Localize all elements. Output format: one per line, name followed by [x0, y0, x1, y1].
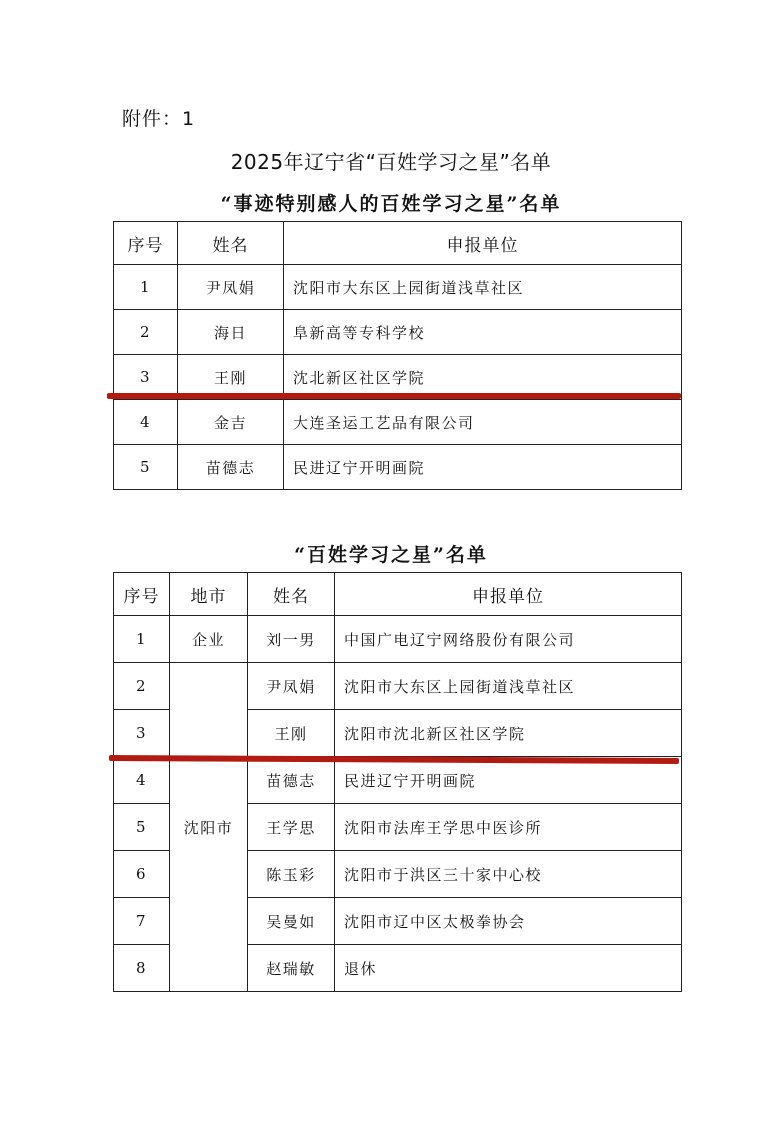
cell-seq: 7 [114, 898, 170, 945]
cell-name: 尹凤娟 [178, 265, 284, 310]
cell-unit: 民进辽宁开明画院 [335, 757, 682, 804]
table-header-row [114, 573, 682, 616]
cell-seq: 5 [114, 445, 178, 490]
cell-seq: 5 [114, 804, 170, 851]
cell-name: 王学思 [248, 804, 335, 851]
cell-name: 吴曼如 [248, 898, 335, 945]
cell-name: 王刚 [248, 710, 335, 757]
header-unit: 申报单位 [335, 573, 682, 616]
cell-unit: 大连圣运工艺品有限公司 [284, 400, 682, 445]
attachment-label: 附件：1 [122, 108, 196, 130]
cell-seq: 4 [114, 757, 170, 804]
cell-unit: 沈阳市辽中区太极拳协会 [335, 898, 682, 945]
header-name: 姓名 [248, 573, 335, 616]
cell-unit: 沈阳市于洪区三十家中心校 [335, 851, 682, 898]
cell-name: 金吉 [178, 400, 284, 445]
cell-unit: 沈阳市沈北新区社区学院 [335, 710, 682, 757]
cell-unit: 民进辽宁开明画院 [284, 445, 682, 490]
table2-learning-stars [113, 572, 682, 992]
header-seq: 序号 [114, 222, 178, 265]
cell-unit: 退休 [335, 945, 682, 992]
table1-moving-stars [113, 221, 682, 490]
cell-name: 苗德志 [248, 757, 335, 804]
cell-name: 赵瑞敏 [248, 945, 335, 992]
table-row [114, 663, 682, 710]
table-row [114, 310, 682, 355]
header-seq: 序号 [114, 573, 170, 616]
cell-seq: 4 [114, 400, 178, 445]
header-city: 地市 [170, 573, 248, 616]
table-row [114, 616, 682, 663]
cell-seq: 3 [114, 355, 178, 400]
cell-unit: 沈阳市大东区上园街道浅草社区 [284, 265, 682, 310]
cell-name: 陈玉彩 [248, 851, 335, 898]
cell-name: 苗德志 [178, 445, 284, 490]
cell-name: 海日 [178, 310, 284, 355]
cell-seq: 8 [114, 945, 170, 992]
table-header-row [114, 222, 682, 265]
table1-title: “事迹特别感人的百姓学习之星”名单 [220, 193, 562, 215]
cell-name: 刘一男 [248, 616, 335, 663]
cell-seq: 3 [114, 710, 170, 757]
cell-name: 尹凤娟 [248, 663, 335, 710]
cell-unit: 沈阳市大东区上园街道浅草社区 [335, 663, 682, 710]
cell-seq: 2 [114, 310, 178, 355]
cell-seq: 1 [114, 265, 178, 310]
table2-title: “百姓学习之星”名单 [294, 544, 488, 566]
cell-city-enterprise: 企业 [170, 616, 248, 663]
cell-seq: 1 [114, 616, 170, 663]
table-row [114, 400, 682, 445]
document-title: 2025年辽宁省“百姓学习之星”名单 [230, 150, 552, 174]
header-unit: 申报单位 [284, 222, 682, 265]
cell-unit: 阜新高等专科学校 [284, 310, 682, 355]
cell-seq: 2 [114, 663, 170, 710]
cell-unit: 沈阳市法库王学思中医诊所 [335, 804, 682, 851]
red-highlight-line [107, 393, 681, 399]
cell-name: 王刚 [178, 355, 284, 400]
header-name: 姓名 [178, 222, 284, 265]
cell-unit: 中国广电辽宁网络股份有限公司 [335, 616, 682, 663]
table-row [114, 445, 682, 490]
table-row [114, 265, 682, 310]
cell-seq: 6 [114, 851, 170, 898]
cell-unit: 沈北新区社区学院 [284, 355, 682, 400]
cell-city-shenyang: 沈阳市 [170, 663, 248, 992]
